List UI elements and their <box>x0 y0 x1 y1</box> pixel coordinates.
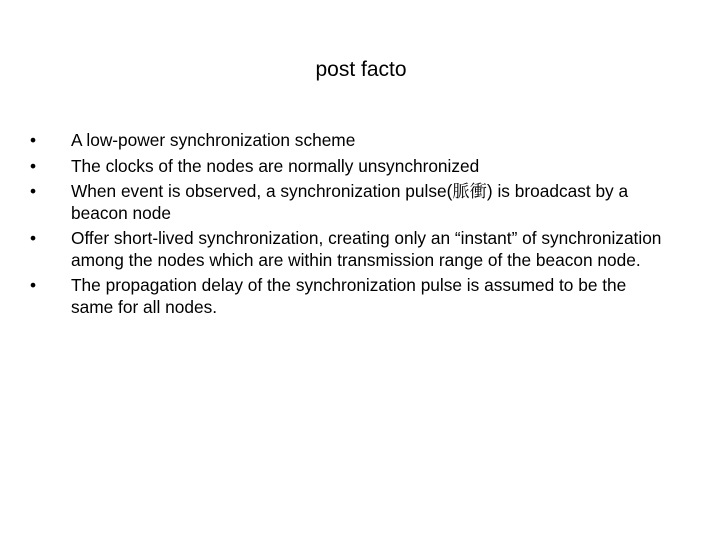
bullet-icon: • <box>30 155 37 176</box>
list-item <box>30 156 670 178</box>
bullet-text: A low-power synchronization scheme <box>71 130 356 150</box>
slide-title: post facto <box>315 58 407 81</box>
bullet-icon: • <box>30 130 37 150</box>
bullet-icon: • <box>30 228 37 248</box>
bullet-icon: • <box>30 275 37 295</box>
bullet-text: Offer short-lived synchronization, creating only an “instant” of synchronization among the nodes which are within transmission range of the beacon node. <box>71 228 662 270</box>
list-item <box>30 130 670 152</box>
list-item <box>30 228 670 271</box>
bullet-text: When event is observed, a synchronization pulse(脈衝) is broadcast by a beacon node <box>71 181 629 223</box>
bullet-text: The propagation delay of the synchronization pulse is assumed to be the same for all nodes. <box>71 275 627 317</box>
bullet-text: The clocks of the nodes are normally unsynchronized <box>71 155 480 176</box>
bullet-icon: • <box>30 181 37 201</box>
bullet-list <box>30 130 670 322</box>
list-item <box>30 181 670 224</box>
list-item <box>30 275 670 318</box>
